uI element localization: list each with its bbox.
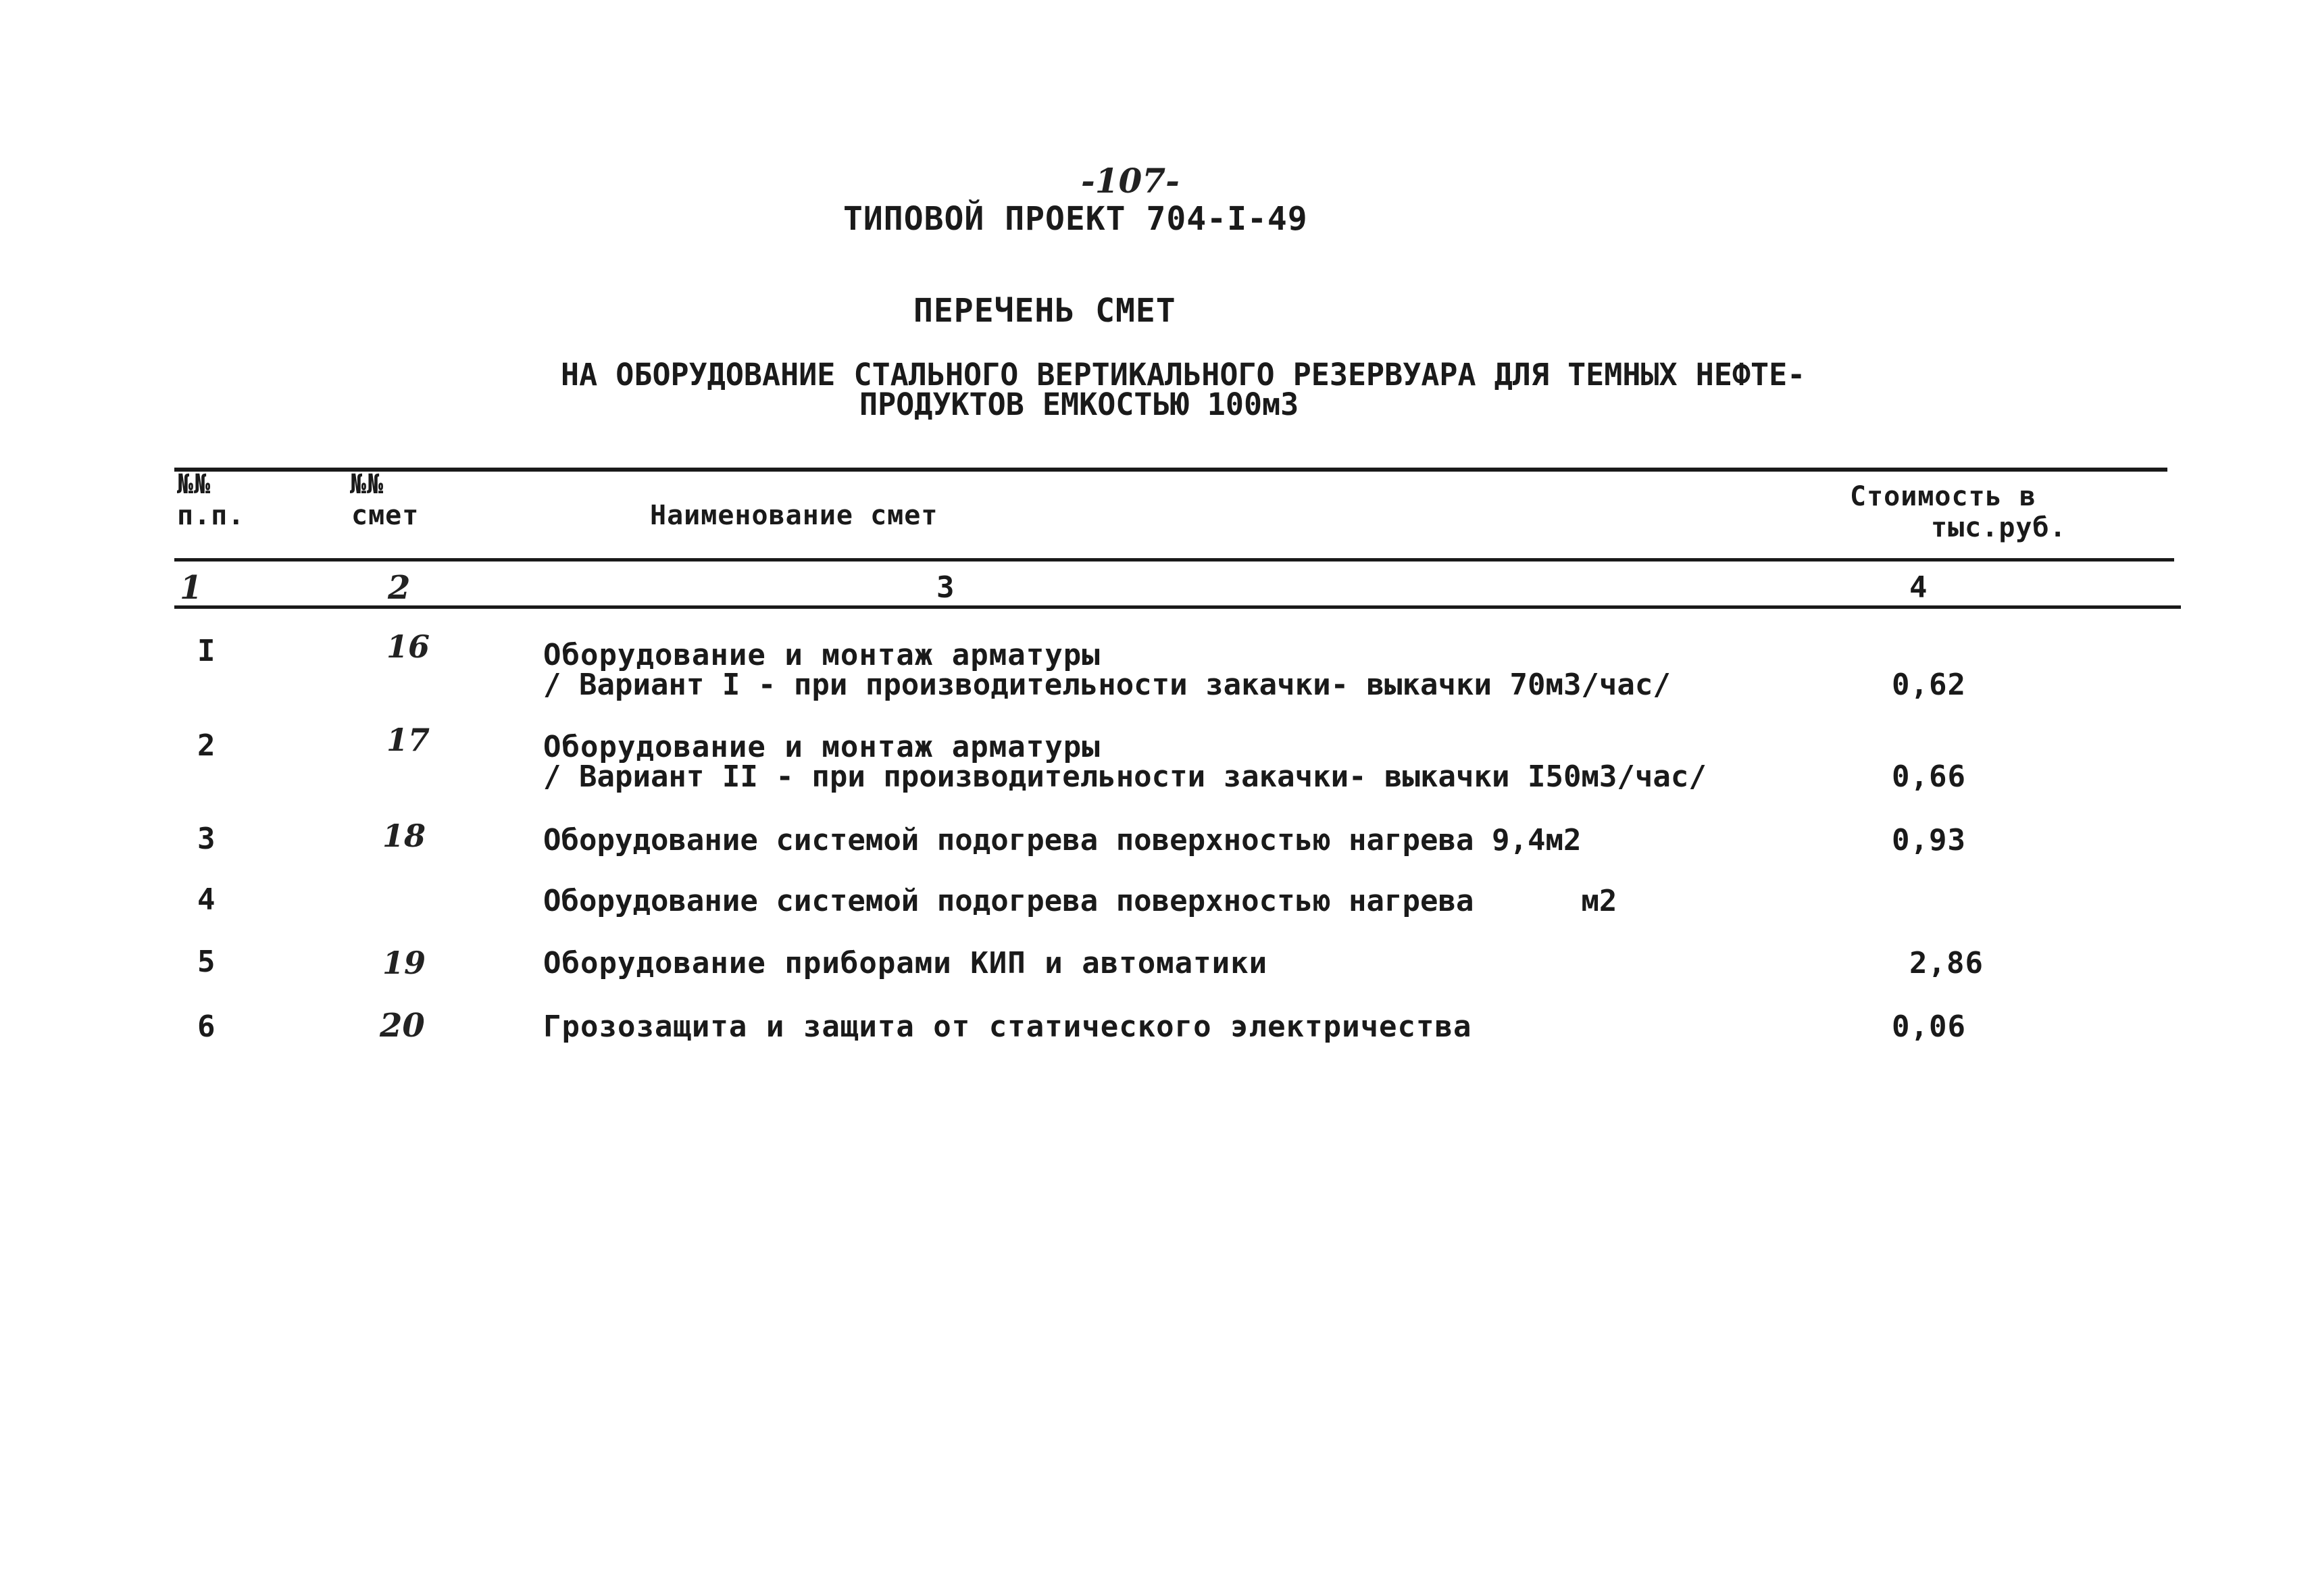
estimate-cost: 0,66 — [1892, 759, 1966, 794]
header-estimate-number: смет — [351, 500, 420, 531]
table-top-rule — [174, 468, 2167, 472]
header-cost-line2: тыс.руб. — [1931, 512, 2067, 543]
document-subtitle-line1: НА ОБОРУДОВАНИЕ СТАЛЬНОГО ВЕРТИКАЛЬНОГО РЕЗЕРВУАРА ДЛЯ ТЕМНЫХ НЕФТЕ- — [561, 357, 1806, 393]
estimate-name-line1: Оборудование системой подогрева поверхностью нагрева м2 — [543, 884, 1617, 918]
estimate-cost: 2,86 — [1909, 946, 1984, 980]
page-number-mark: -107- — [1081, 161, 1180, 201]
estimate-cost: 0,06 — [1892, 1009, 1966, 1044]
estimate-cost: 0,93 — [1892, 823, 1966, 857]
row-number: 6 — [197, 1009, 216, 1044]
estimate-name-line1: Оборудование и монтаж арматуры — [543, 638, 1101, 672]
table-header-rule — [174, 558, 2174, 562]
estimate-cost: 0,62 — [1892, 668, 1966, 702]
header-estimate-number-mark: №№ — [350, 469, 384, 500]
header-row-number-mark: №№ — [177, 469, 211, 500]
row-number: 5 — [197, 945, 216, 979]
project-number: ТИПОВОЙ ПРОЕКТ 704-I-49 — [843, 200, 1308, 238]
document-subtitle-line2: ПРОДУКТОВ ЕМКОСТЬЮ 100м3 — [859, 386, 1299, 422]
estimate-number: 16 — [386, 628, 430, 665]
document-title: ПЕРЕЧЕНЬ СМЕТ — [913, 292, 1176, 330]
estimate-number: 18 — [382, 818, 426, 854]
estimate-name-line1: Оборудование и монтаж арматуры — [543, 730, 1101, 764]
estimate-name-line1: Грозозащита и защита от статического электричества — [543, 1009, 1472, 1044]
estimate-name-line2: / Вариант II - при производительности закачки- выкачки I50м3/час/ — [543, 759, 1707, 794]
estimate-number: 17 — [386, 722, 430, 758]
column-number-1: 1 — [180, 569, 203, 607]
header-cost-line1: Стоимость в — [1850, 481, 2036, 512]
column-number-4: 4 — [1909, 570, 1928, 605]
estimate-number: 20 — [380, 1007, 425, 1045]
estimate-name-line1: Оборудование системой подогрева поверхностью нагрева 9,4м2 — [543, 823, 1582, 857]
estimate-name-line2: / Вариант I - при производительности закачки- выкачки 70м3/час/ — [543, 668, 1671, 702]
table-numbers-rule — [174, 605, 2181, 609]
column-number-3: 3 — [936, 570, 955, 605]
estimate-number: 19 — [382, 945, 426, 981]
column-number-2: 2 — [388, 569, 411, 607]
row-number: I — [197, 634, 216, 668]
row-number: 3 — [197, 822, 216, 856]
estimate-name-line1: Оборудование приборами КИП и автоматики — [543, 946, 1268, 980]
header-row-number: п.п. — [177, 500, 245, 531]
row-number: 4 — [197, 882, 216, 917]
row-number: 2 — [197, 728, 216, 763]
header-estimate-name: Наименование смет — [650, 500, 938, 531]
